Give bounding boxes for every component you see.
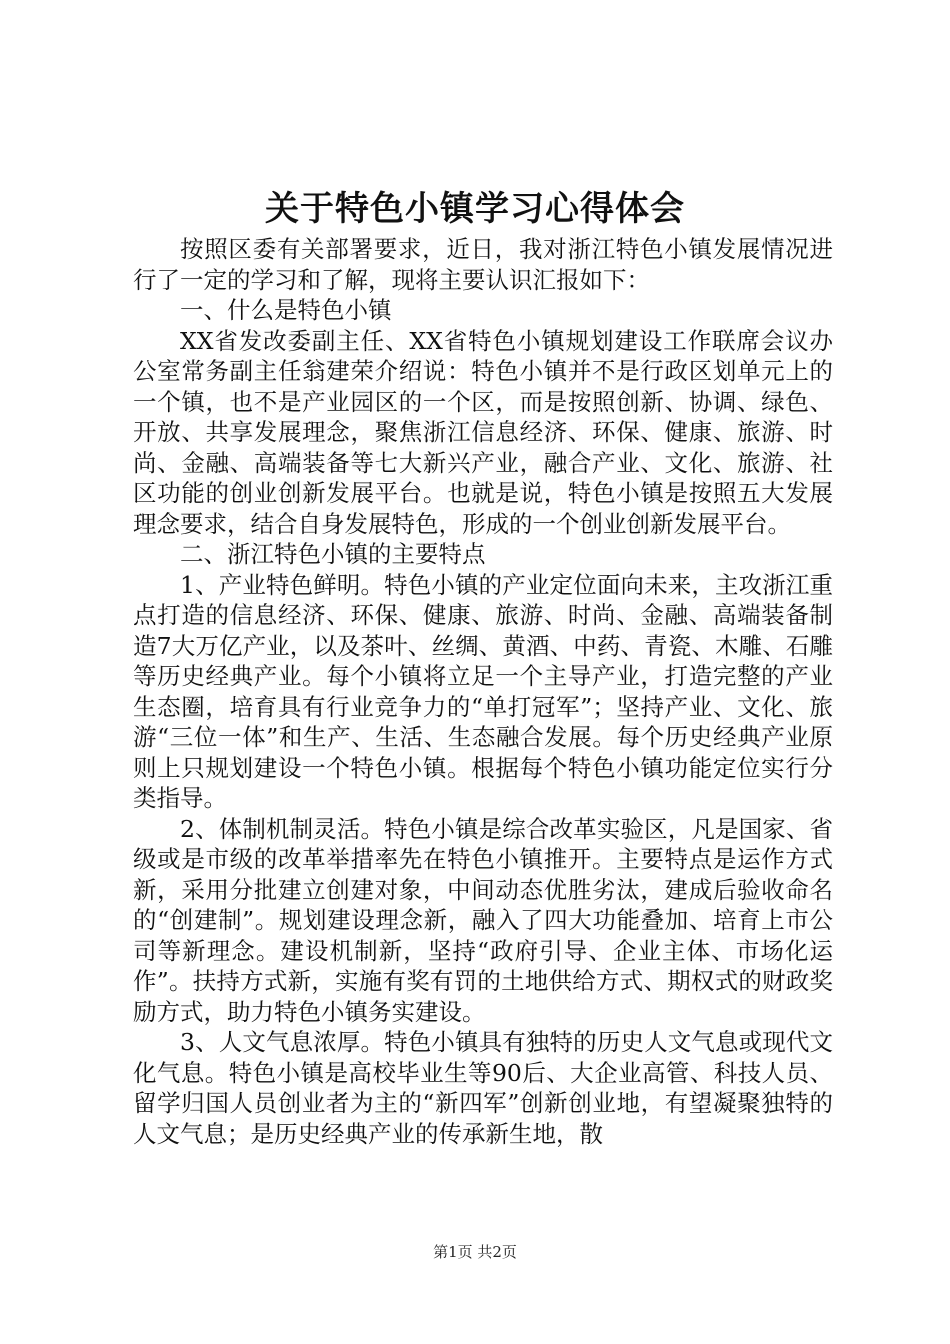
page-footer: 第1页 共2页 bbox=[433, 1243, 517, 1261]
intro-paragraph: 按照区委有关部署要求，近日，我对浙江特色小镇发展情况进行了一定的学习和了解，现将主要认识汇报如下： bbox=[133, 235, 833, 294]
document-title: 关于特色小镇学习心得体会 bbox=[265, 189, 685, 229]
section-heading-1: 一、什么是特色小镇 bbox=[180, 296, 392, 324]
document-body bbox=[133, 234, 833, 1149]
body-paragraph: 1、产业特色鲜明。特色小镇的产业定位面向未来，主攻浙江重点打造的信息经济、环保、健康、旅游、时尚、金融、高端装备制造7大万亿产业，以及茶叶、丝绸、黄酒、中药、青瓷、木雕、石雕等历史经典产业。每个小镇将立足一个主导产业，打造完整的产业生态圈，培育具有行业竞争力的“单打冠军”；坚持产业、文化、旅游“三位一体”和生产、生活、生态融合发展。每个历史经典产业原则上只规划建设一个特色小镇。根据每个特色小镇功能定位实行分类指导。 bbox=[133, 570, 833, 812]
section-heading-2: 二、浙江特色小镇的主要特点 bbox=[180, 540, 486, 568]
body-paragraph: 3、人文气息浓厚。特色小镇具有独特的历史人文气息或现代文化气息。特色小镇是高校毕业生等90后、大企业高管、科技人员、留学归国人员创业者为主的“新四军”创新创业地，有望凝聚独特的人文气息；是历史经典产业的传承新生地，散 bbox=[133, 1028, 833, 1148]
body-paragraph: 2、体制机制灵活。特色小镇是综合改革实验区，凡是国家、省级或是市级的改革举措率先在特色小镇推开。主要特点是运作方式新，采用分批建立创建对象，中间动态优胜劣汰，建成后验收命名的“创建制”。规划建设理念新，融入了四大功能叠加、培育上市公司等新理念。建设机制新，坚持“政府引导、企业主体、市场化运作”。扶持方式新，实施有奖有罚的土地供给方式、期权式的财政奖励方式，助力特色小镇务实建设。 bbox=[133, 814, 833, 1026]
body-paragraph: XX省发改委副主任、XX省特色小镇规划建设工作联席会议办公室常务副主任翁建荣介绍说：特色小镇并不是行政区划单元上的一个镇，也不是产业园区的一个区，而是按照创新、协调、绿色、开放、共享发展理念，聚焦浙江信息经济、环保、健康、旅游、时尚、金融、高端装备等七大新兴产业，融合产业、文化、旅游、社区功能的创业创新发展平台。也就是说，特色小镇是按照五大发展理念要求，结合自身发展特色，形成的一个创业创新发展平台。 bbox=[133, 326, 833, 538]
